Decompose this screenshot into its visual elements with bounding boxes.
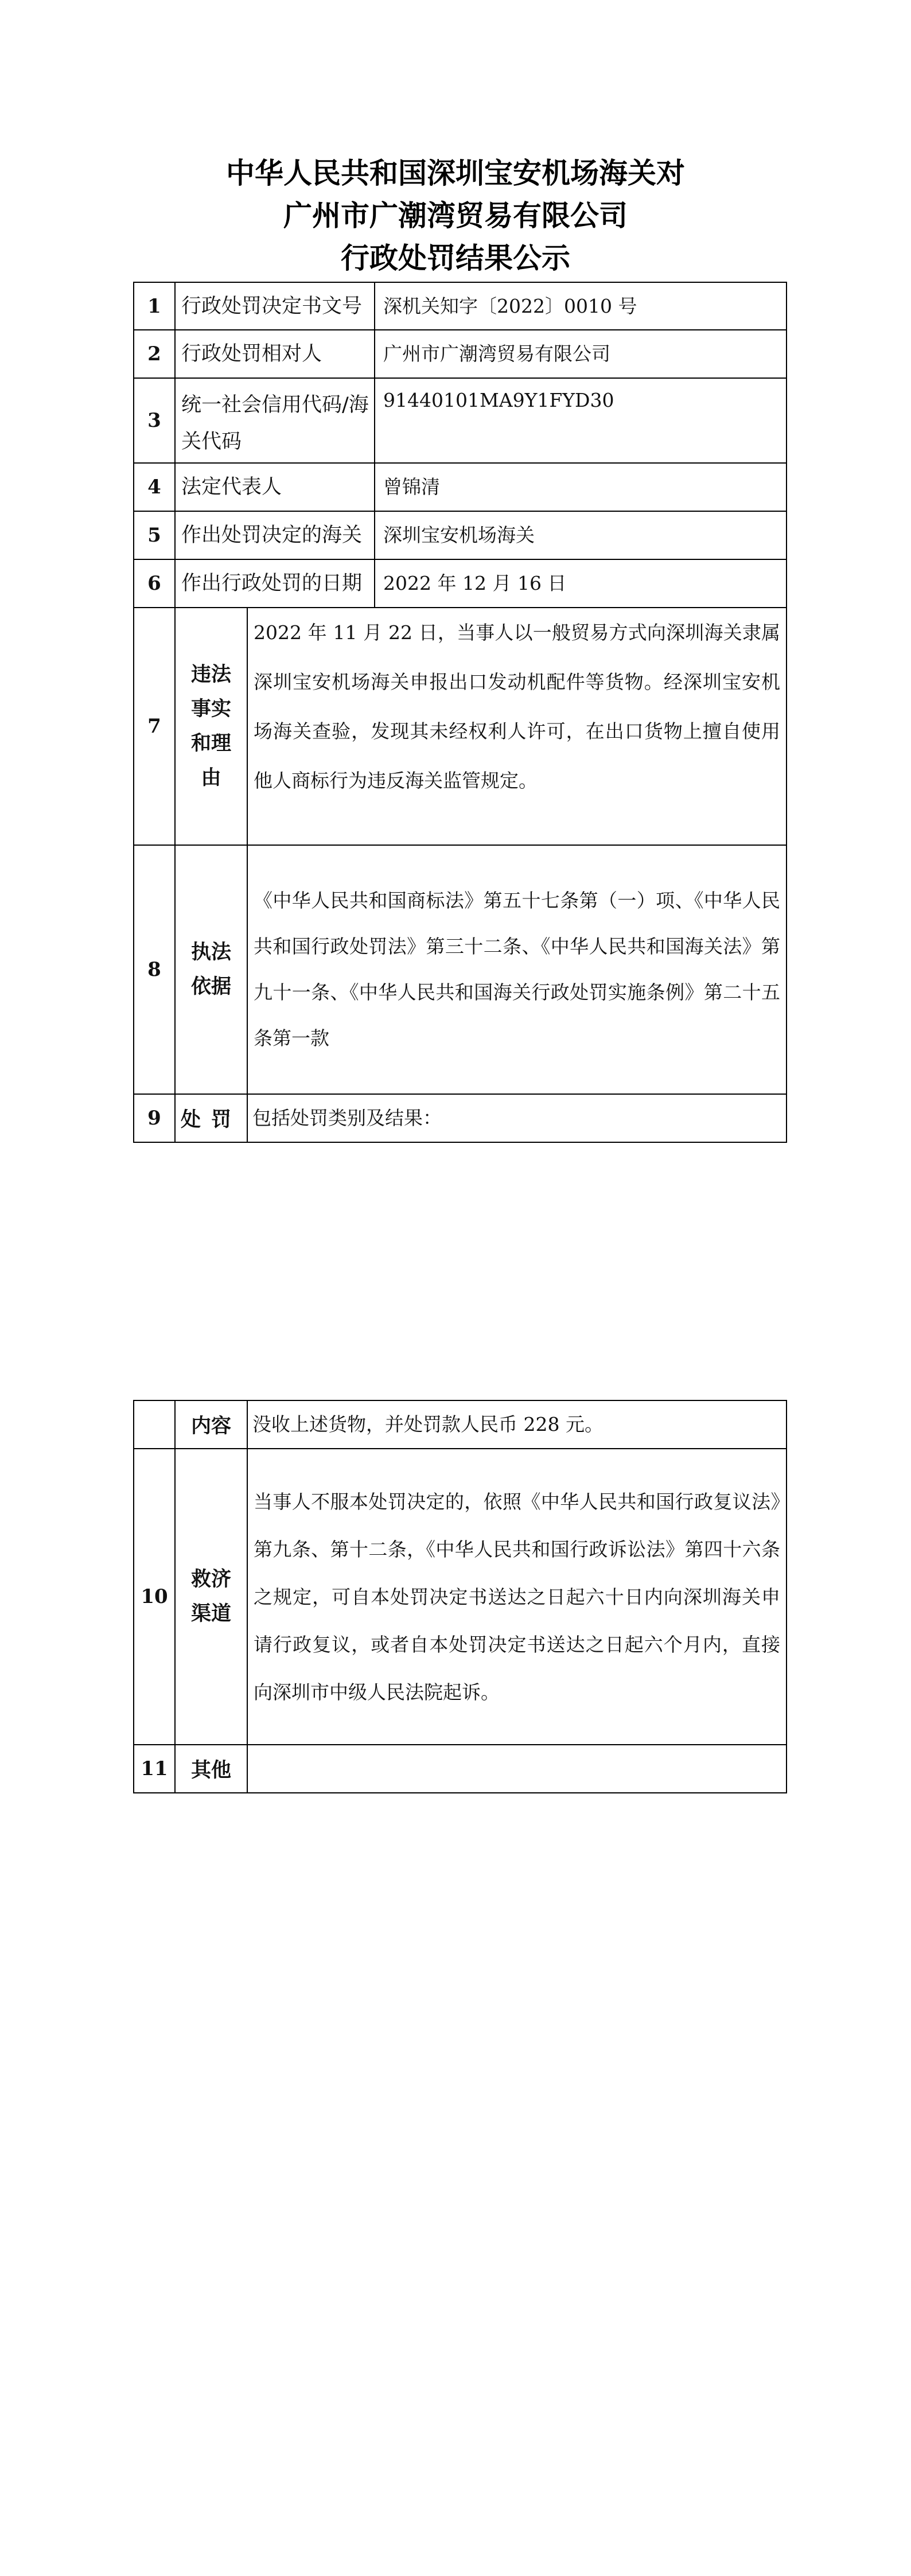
legal-basis-label: 执法依据 <box>190 941 231 998</box>
other-value <box>247 1745 787 1793</box>
row-value: 广州市广潮湾贸易有限公司 <box>375 330 787 378</box>
row-value: 深圳宝安机场海关 <box>375 511 787 559</box>
row-number: 7 <box>134 608 175 845</box>
row-number: 1 <box>134 282 175 330</box>
table-row <box>134 378 787 463</box>
row-label: 统一社会信用代码/海关代码 <box>175 378 375 463</box>
violation-facts: 2022 年 11 月 22 日，当事人以一般贸易方式向深圳海关隶属深圳宝安机场海关申报出口发动机配件等货物。经深圳宝安机场海关查验，发现其未经权利人许可，在出口货物上擅自使用他人商标行为违反海关监管规定。 <box>247 608 787 845</box>
row-label: 作出行政处罚的日期 <box>175 559 375 608</box>
row-label: 行政处罚相对人 <box>175 330 375 378</box>
table-row <box>134 511 787 559</box>
table-row <box>134 559 787 608</box>
row-number: 4 <box>134 463 175 511</box>
row-label <box>175 1449 247 1745</box>
remedy-label: 救济渠道 <box>190 1568 231 1625</box>
row-label: 作出处罚决定的海关 <box>175 511 375 559</box>
table-row-remedy <box>134 1449 787 1745</box>
table-row <box>134 330 787 378</box>
row-label: 其他 <box>175 1745 247 1793</box>
row-value: 深机关知字〔2022〕0010 号 <box>375 282 787 330</box>
title-line-1: 中华人民共和国深圳宝安机场海关对 <box>226 156 685 190</box>
info-table-part2 <box>133 1400 787 1793</box>
title-line-3: 行政处罚结果公示 <box>341 241 570 275</box>
table-row-penalty <box>134 1094 787 1142</box>
table-row <box>134 463 787 511</box>
row-label <box>175 845 247 1094</box>
row-label: 行政处罚决定书文号 <box>175 282 375 330</box>
table-row-other <box>134 1745 787 1793</box>
info-table-part1 <box>133 282 787 1143</box>
row-number: 10 <box>134 1449 175 1745</box>
row-label: 法定代表人 <box>175 463 375 511</box>
row-value: 2022 年 12 月 16 日 <box>375 559 787 608</box>
row-number: 11 <box>134 1745 175 1793</box>
remedy-text: 当事人不服本处罚决定的，依照《中华人民共和国行政复议法》第九条、第十二条，《中华人民共和国行政诉讼法》第四十六条之规定，可自本处罚决定书送达之日起六十日内向深圳海关申请行政复议，或者自本处罚决定书送达之日起六个月内，直接向深圳市中级人民法院起诉。 <box>247 1449 787 1745</box>
table-row-violation <box>134 608 787 845</box>
row-label: 内容 <box>175 1400 247 1449</box>
row-value: 曾锦清 <box>375 463 787 511</box>
row-value: 91440101MA9Y1FYD30 <box>375 378 787 463</box>
row-number: 6 <box>134 559 175 608</box>
empty-number-cell <box>134 1400 175 1449</box>
violation-label: 违法事实和理由 <box>190 663 231 789</box>
title-line-2: 广州市广潮湾贸易有限公司 <box>283 199 628 232</box>
legal-basis-text: 《中华人民共和国商标法》第五十七条第（一）项、《中华人民共和国行政处罚法》第三十二条、《中华人民共和国海关法》第九十一条、《中华人民共和国海关行政处罚实施条例》第二十五条第一款 <box>247 845 787 1094</box>
penalty-content: 没收上述货物，并处罚款人民币 228 元。 <box>247 1400 787 1449</box>
table-row-penalty-content <box>134 1400 787 1449</box>
row-number: 5 <box>134 511 175 559</box>
penalty-text: 包括处罚类别及结果： <box>247 1094 787 1142</box>
row-label: 处罚 <box>175 1094 247 1142</box>
table-row <box>134 282 787 330</box>
row-label <box>175 608 247 845</box>
row-number: 9 <box>134 1094 175 1142</box>
table-row-legal-basis <box>134 845 787 1094</box>
row-number: 8 <box>134 845 175 1094</box>
row-number: 3 <box>134 378 175 463</box>
row-number: 2 <box>134 330 175 378</box>
